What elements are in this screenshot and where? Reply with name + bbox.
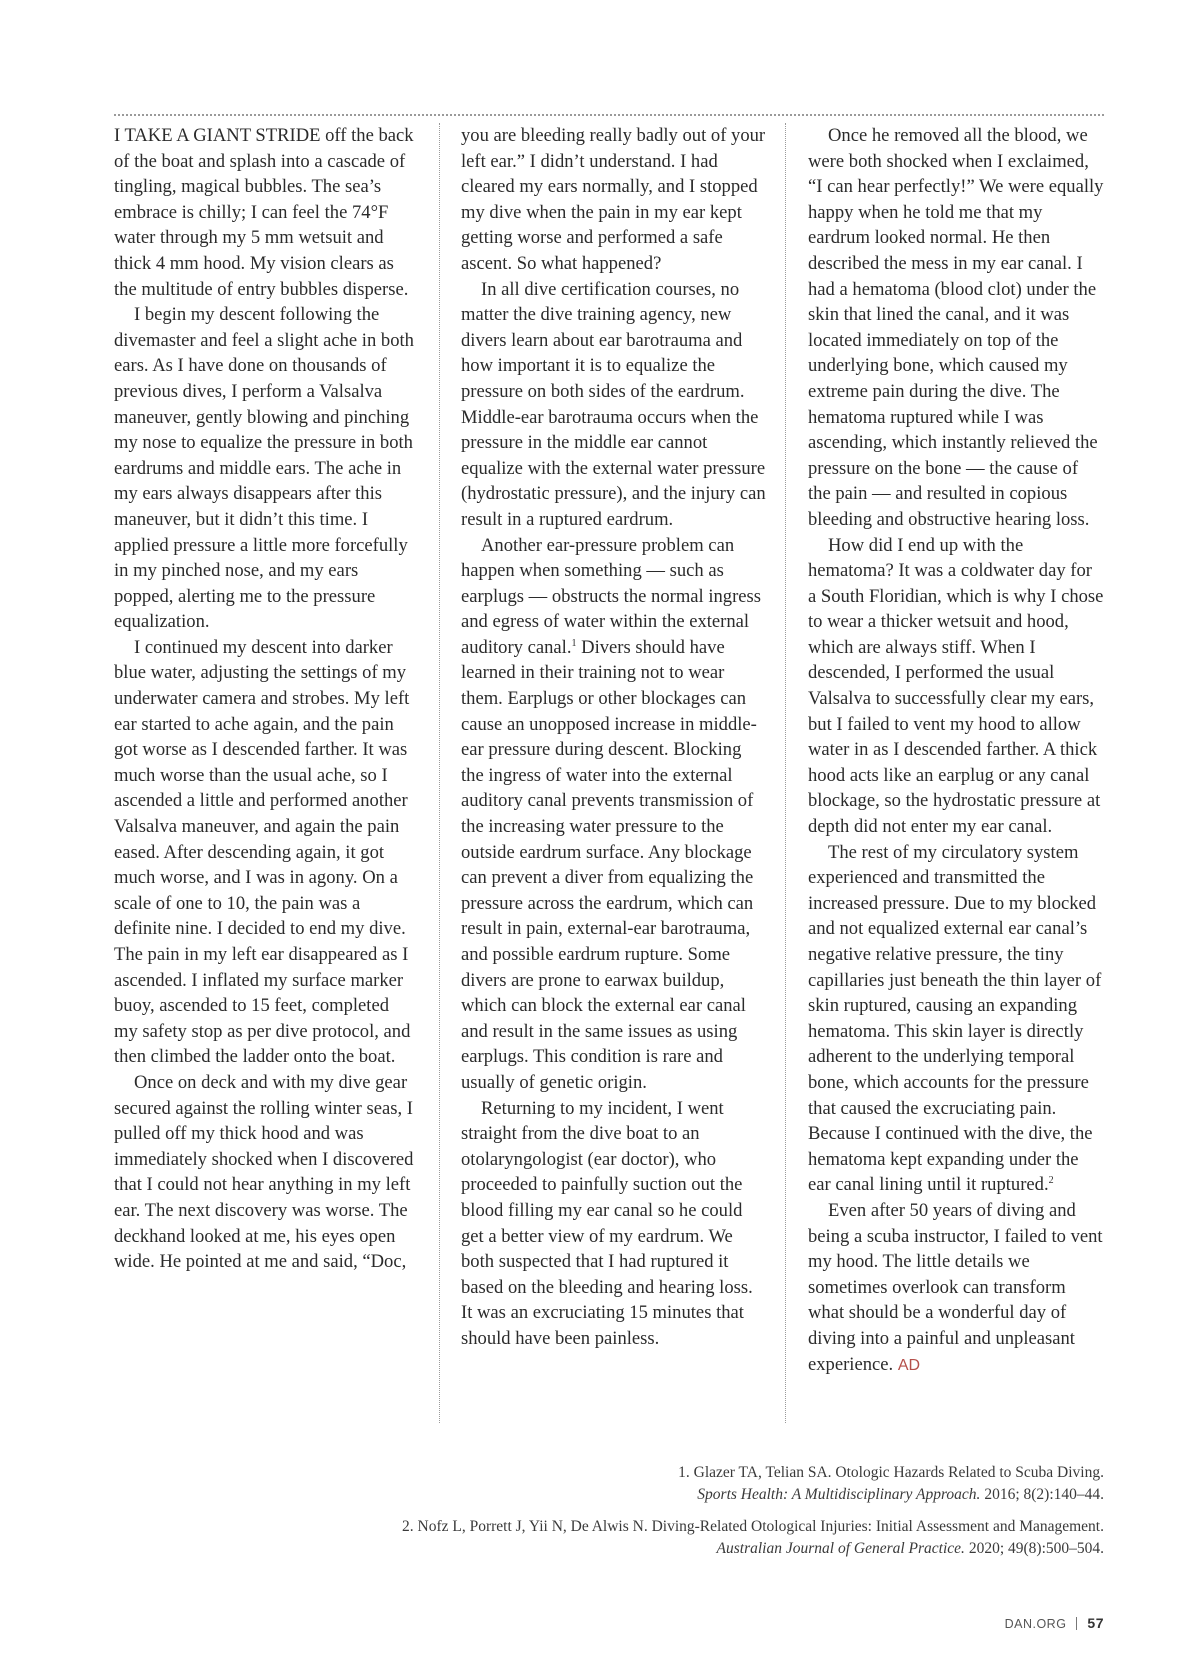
reference-details: 2016; 8(2):140–44. (984, 1486, 1104, 1503)
paragraph: How did I end up with the hematoma? It was a coldwater day for a South Floridian, which is why I chose to wear a thicker wetsuit and hood, which are always stiff. When I descended, I performed the usual Valsalva to successfully clear my ears, but I failed to vent my hood to allow water in as I descended farther. A thick hood acts like an earplug or any canal blockage, so the hydrostatic pressure at depth did not enter my ear canal. (808, 534, 1104, 838)
footnote-ref-1[interactable]: 1 (571, 637, 577, 649)
reference-item (384, 1516, 1104, 1560)
reference-text: 2. Nofz L, Porrett J, Yii N, De Alwis N. Diving-Related Otological Injuries: Initial Assessment and Management. (402, 1518, 1104, 1535)
paragraph: Once he removed all the blood, we were both shocked when I exclaimed, “I can hear perfectly!” We were equally happy when he told me that my eardrum looked normal. He then described the mess in my ear canal. I had a hematoma (blood clot) under the skin that lined the canal, and it was located immediately on top of the underlying bone, which caused my extreme pain during the dive. The hematoma ruptured while I was ascending, which instantly relieved the pressure on the bone — the cause of the pain — and resulted in copious bleeding and obstructive hearing loss. (808, 125, 1104, 530)
paragraph-text: Another ear-pressure problem can happen when something — such as earplugs — obstructs the normal ingress and egress of water within the external auditory canal. (461, 534, 762, 658)
references (384, 1462, 1104, 1570)
reference-journal: Australian Journal of General Practice. (716, 1540, 965, 1557)
paragraph: Returning to my incident, I went straight from the dive boat to an otolaryngologist (ear doctor), who proceeded to painfully suction out the blood filling my ear canal so he could get a better view of my eardrum. We both suspected that I had ruptured it based on the bleeding and hearing loss. It was an excruciating 15 minutes that should have been painless. (461, 1097, 753, 1349)
reference-journal: Sports Health: A Multidisciplinary Approach. (697, 1486, 981, 1503)
paragraph: I continued my descent into darker blue water, adjusting the settings of my underwater camera and strobes. My left ear started to ache again, and the pain got worse as I descended farther. It was much worse than the usual ache, so I ascended a little and performed another Valsalva maneuver, and again the pain eased. After descending again, it got much worse, and I was in agony. On a scale of one to 10, the pain was a definite nine. I decided to end my dive. The pain in my left ear disappeared as I ascended. I inflated my surface marker buoy, ascended to 15 feet, completed my safety stop as per dive protocol, and then climbed the ladder onto the boat. (114, 636, 411, 1068)
reference-text: 1. Glazer TA, Telian SA. Otologic Hazards Related to Scuba Diving. (678, 1464, 1104, 1481)
reference-item (384, 1462, 1104, 1506)
page-footer (1005, 1615, 1104, 1631)
paragraph-text: The rest of my circulatory system experienced and transmitted the increased pressure. Due to my blocked and not equalized external ear canal’s negative relative pressure, the tiny capillaries just beneath the thin layer of skin ruptured, causing an expanding hematoma. This skin layer is directly adherent to the underlying temporal bone, which accounts for the pressure that caused the excruciating pain. Because I continued with the dive, the hematoma kept expanding under the ear canal lining until it ruptured. (808, 841, 1102, 1196)
paragraph-text: Even after 50 years of diving and being a scuba instructor, I failed to vent my hood. The little details we sometimes overlook can transform what should be a wonderful day of diving into a painful and unpleasant experience. (808, 1199, 1103, 1375)
site-name[interactable]: DAN.ORG (1004, 1617, 1067, 1631)
paragraph (461, 533, 767, 1096)
reference-details: 2020; 49(8):500–504. (968, 1540, 1104, 1557)
article-column-2 (461, 123, 767, 1418)
paragraph: Once on deck and with my dive gear secured against the rolling winter seas, I pulled off my thick hood and was immediately shocked when I discovered that I could not hear anything in my left ear. The next discovery was worse. The deckhand looked at me, his eyes open wide. He pointed at me and said, “Doc, (114, 1071, 414, 1273)
column-divider (785, 123, 786, 1423)
paragraph (808, 840, 1104, 1198)
paragraph: I begin my descent following the divemaster and feel a slight ache in both ears. As I have done on thousands of previous dives, I perform a Valsalva maneuver, gently blowing and pinching my nose to equalize the pressure in both eardrums and middle ears. The ache in my ears always disappears after this maneuver, but it didn’t this time. I applied pressure a little more forcefully in my pinched nose, and my ears popped, alerting me to the pressure equalization. (114, 304, 414, 633)
paragraph-text: Divers should have learned in their training not to wear them. Earplugs or other blockages can cause an unopposed increase in middle-ear pressure during descent. Blocking the ingress of water into the external auditory canal prevents transmission of the increasing water pressure to the outside eardrum surface. Any blockage can prevent a diver from equalizing the pressure across the eardrum, which can result in pain, external-ear barotrauma, and possible eardrum rupture. Some divers are prone to earwax buildup, which can block the external ear canal and result in the same issues as using earplugs. This condition is rare and usually of genetic origin. (461, 636, 757, 1093)
paragraph: you are bleeding really badly out of your left ear.” I didn’t understand. I had cleared my ears normally, and I stopped my dive when the pain in my ear kept getting worse and performed a safe ascent. So what happened? (461, 125, 766, 274)
footnote-ref-2[interactable]: 2 (1048, 1175, 1054, 1187)
article-column-3 (808, 123, 1104, 1418)
end-mark: AD (897, 1356, 921, 1374)
page-number: 57 (1087, 1615, 1104, 1631)
article-column-1 (114, 123, 414, 1418)
paragraph: I TAKE A GIANT STRIDE off the back of the boat and splash into a cascade of tingling, magical bubbles. The sea’s embrace is chilly; I can feel the 74°F water through my 5 mm wetsuit and thick 4 mm hood. My vision clears as the multitude of entry bubbles disperse. (114, 125, 414, 300)
top-divider (114, 114, 1104, 116)
paragraph (808, 1198, 1104, 1378)
column-divider (439, 123, 440, 1423)
footer-separator (1076, 1617, 1077, 1630)
paragraph: In all dive certification courses, no matter the dive training agency, new divers learn about ear barotrauma and how important it is to equalize the pressure on both sides of the eardrum. Middle-ear barotrauma occurs when the pressure in the middle ear cannot equalize with the external water pressure (hydrostatic pressure), and the injury can result in a ruptured eardrum. (461, 278, 766, 530)
